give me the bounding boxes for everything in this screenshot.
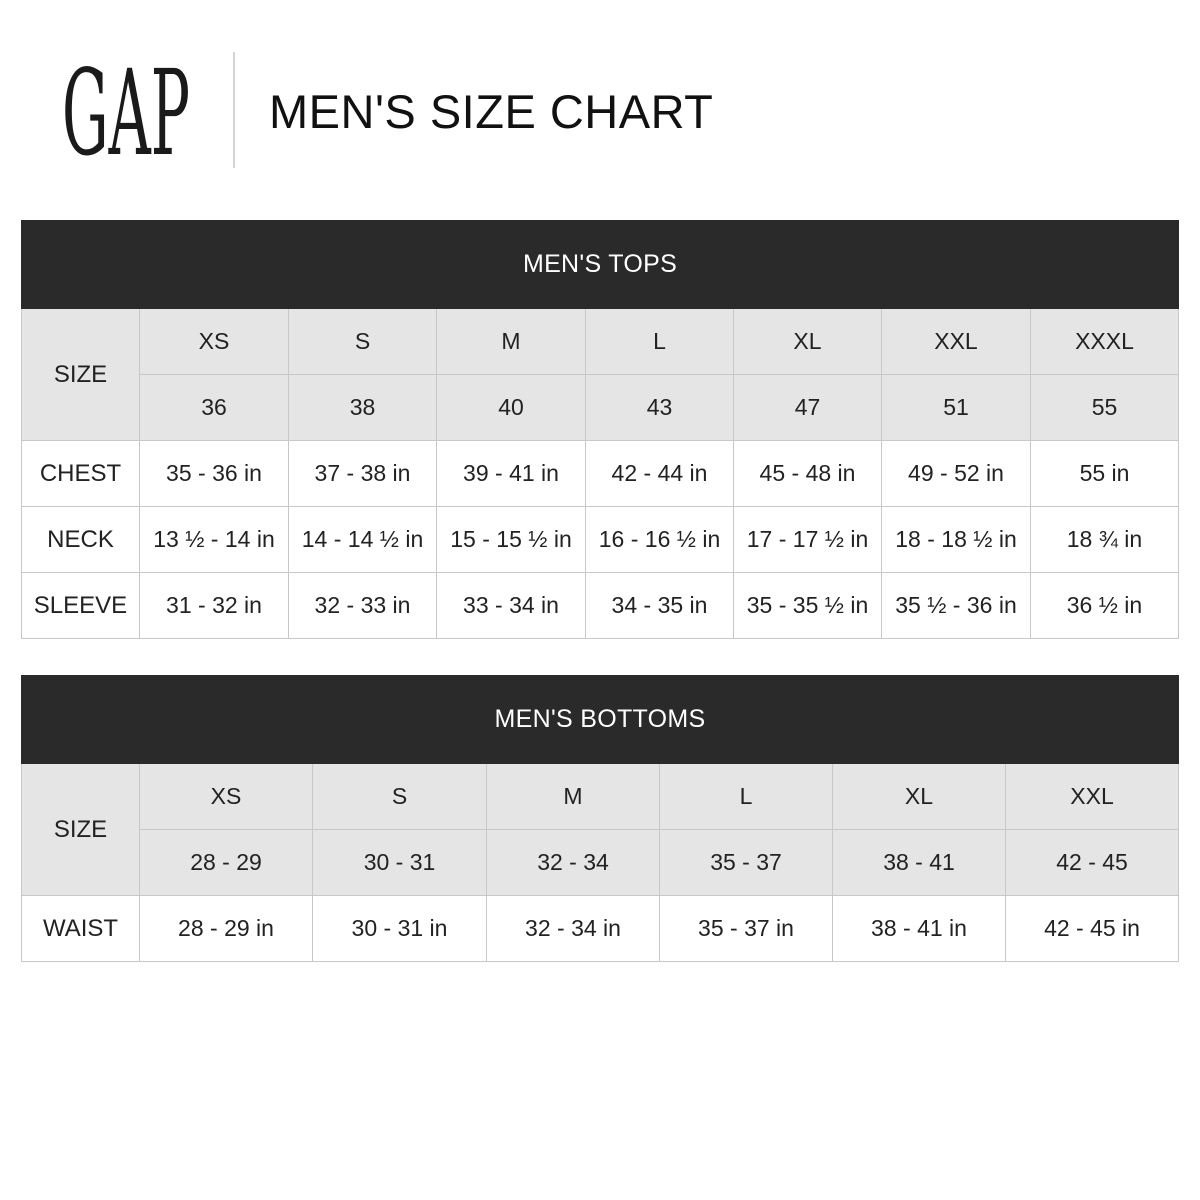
tops-size-cell: L: [586, 309, 734, 375]
gap-logo: [62, 44, 192, 182]
measurement-cell: 45 - 48 in: [734, 441, 882, 507]
bottoms-section-title: MEN'S BOTTOMS: [22, 676, 1179, 764]
tops-size-cell: S: [289, 309, 437, 375]
bottoms-size-cell: XS: [140, 764, 313, 830]
tops-numeric-size-cell: 38: [289, 375, 437, 441]
measurement-cell: 37 - 38 in: [289, 441, 437, 507]
bottoms-size-cell: L: [660, 764, 833, 830]
tops-row-label: NECK: [22, 507, 140, 573]
measurement-cell: 18 - 18 ½ in: [882, 507, 1031, 573]
measurement-cell: 15 - 15 ½ in: [437, 507, 586, 573]
bottoms-numeric-size-cell: 30 - 31: [313, 830, 487, 896]
tops-neck-row: [22, 507, 1179, 573]
tops-section-title: MEN'S TOPS: [22, 221, 1179, 309]
bottoms-numeric-size-row: [22, 830, 1179, 896]
tops-sleeve-row: [22, 573, 1179, 639]
page-header: [0, 0, 1200, 200]
bottoms-size-label: SIZE: [22, 764, 140, 896]
tops-numeric-size-cell: 40: [437, 375, 586, 441]
tops-numeric-size-cell: 47: [734, 375, 882, 441]
bottoms-numeric-size-cell: 42 - 45: [1006, 830, 1179, 896]
logo-text: GAP: [62, 44, 190, 182]
measurement-cell: 39 - 41 in: [437, 441, 586, 507]
bottoms-numeric-size-cell: 32 - 34: [487, 830, 660, 896]
bottoms-size-cell: XXL: [1006, 764, 1179, 830]
measurement-cell: 42 - 45 in: [1006, 896, 1179, 962]
measurement-cell: 16 - 16 ½ in: [586, 507, 734, 573]
bottoms-size-cell: M: [487, 764, 660, 830]
measurement-cell: 18 ¾ in: [1031, 507, 1179, 573]
tops-size-cell: XXL: [882, 309, 1031, 375]
tops-size-label: SIZE: [22, 309, 140, 441]
tops-size-table: [21, 220, 1179, 639]
measurement-cell: 55 in: [1031, 441, 1179, 507]
measurement-cell: 33 - 34 in: [437, 573, 586, 639]
header-divider: [233, 52, 235, 168]
bottoms-size-table: [21, 675, 1179, 962]
tops-size-cell: XXXL: [1031, 309, 1179, 375]
measurement-cell: 35 ½ - 36 in: [882, 573, 1031, 639]
measurement-cell: 42 - 44 in: [586, 441, 734, 507]
bottoms-numeric-size-cell: 38 - 41: [833, 830, 1006, 896]
bottoms-letter-size-row: [22, 764, 1179, 830]
measurement-cell: 35 - 37 in: [660, 896, 833, 962]
measurement-cell: 35 - 36 in: [140, 441, 289, 507]
tops-row-label: CHEST: [22, 441, 140, 507]
measurement-cell: 49 - 52 in: [882, 441, 1031, 507]
tops-size-cell: M: [437, 309, 586, 375]
measurement-cell: 34 - 35 in: [586, 573, 734, 639]
bottoms-waist-row: [22, 896, 1179, 962]
measurement-cell: 31 - 32 in: [140, 573, 289, 639]
measurement-cell: 32 - 34 in: [487, 896, 660, 962]
measurement-cell: 35 - 35 ½ in: [734, 573, 882, 639]
tops-row-label: SLEEVE: [22, 573, 140, 639]
bottoms-row-label: WAIST: [22, 896, 140, 962]
bottoms-size-cell: S: [313, 764, 487, 830]
tops-size-cell: XS: [140, 309, 289, 375]
measurement-cell: 32 - 33 in: [289, 573, 437, 639]
measurement-cell: 28 - 29 in: [140, 896, 313, 962]
tops-numeric-size-cell: 43: [586, 375, 734, 441]
measurement-cell: 30 - 31 in: [313, 896, 487, 962]
bottoms-numeric-size-cell: 28 - 29: [140, 830, 313, 896]
tops-chest-row: [22, 441, 1179, 507]
measurement-cell: 36 ½ in: [1031, 573, 1179, 639]
tops-numeric-size-cell: 36: [140, 375, 289, 441]
measurement-cell: 17 - 17 ½ in: [734, 507, 882, 573]
tops-numeric-size-row: [22, 375, 1179, 441]
measurement-cell: 13 ½ - 14 in: [140, 507, 289, 573]
measurement-cell: 14 - 14 ½ in: [289, 507, 437, 573]
tops-letter-size-row: [22, 309, 1179, 375]
page-title: MEN'S SIZE CHART: [269, 85, 714, 138]
tops-numeric-size-cell: 55: [1031, 375, 1179, 441]
bottoms-numeric-size-cell: 35 - 37: [660, 830, 833, 896]
tops-size-cell: XL: [734, 309, 882, 375]
measurement-cell: 38 - 41 in: [833, 896, 1006, 962]
tops-numeric-size-cell: 51: [882, 375, 1031, 441]
bottoms-size-cell: XL: [833, 764, 1006, 830]
